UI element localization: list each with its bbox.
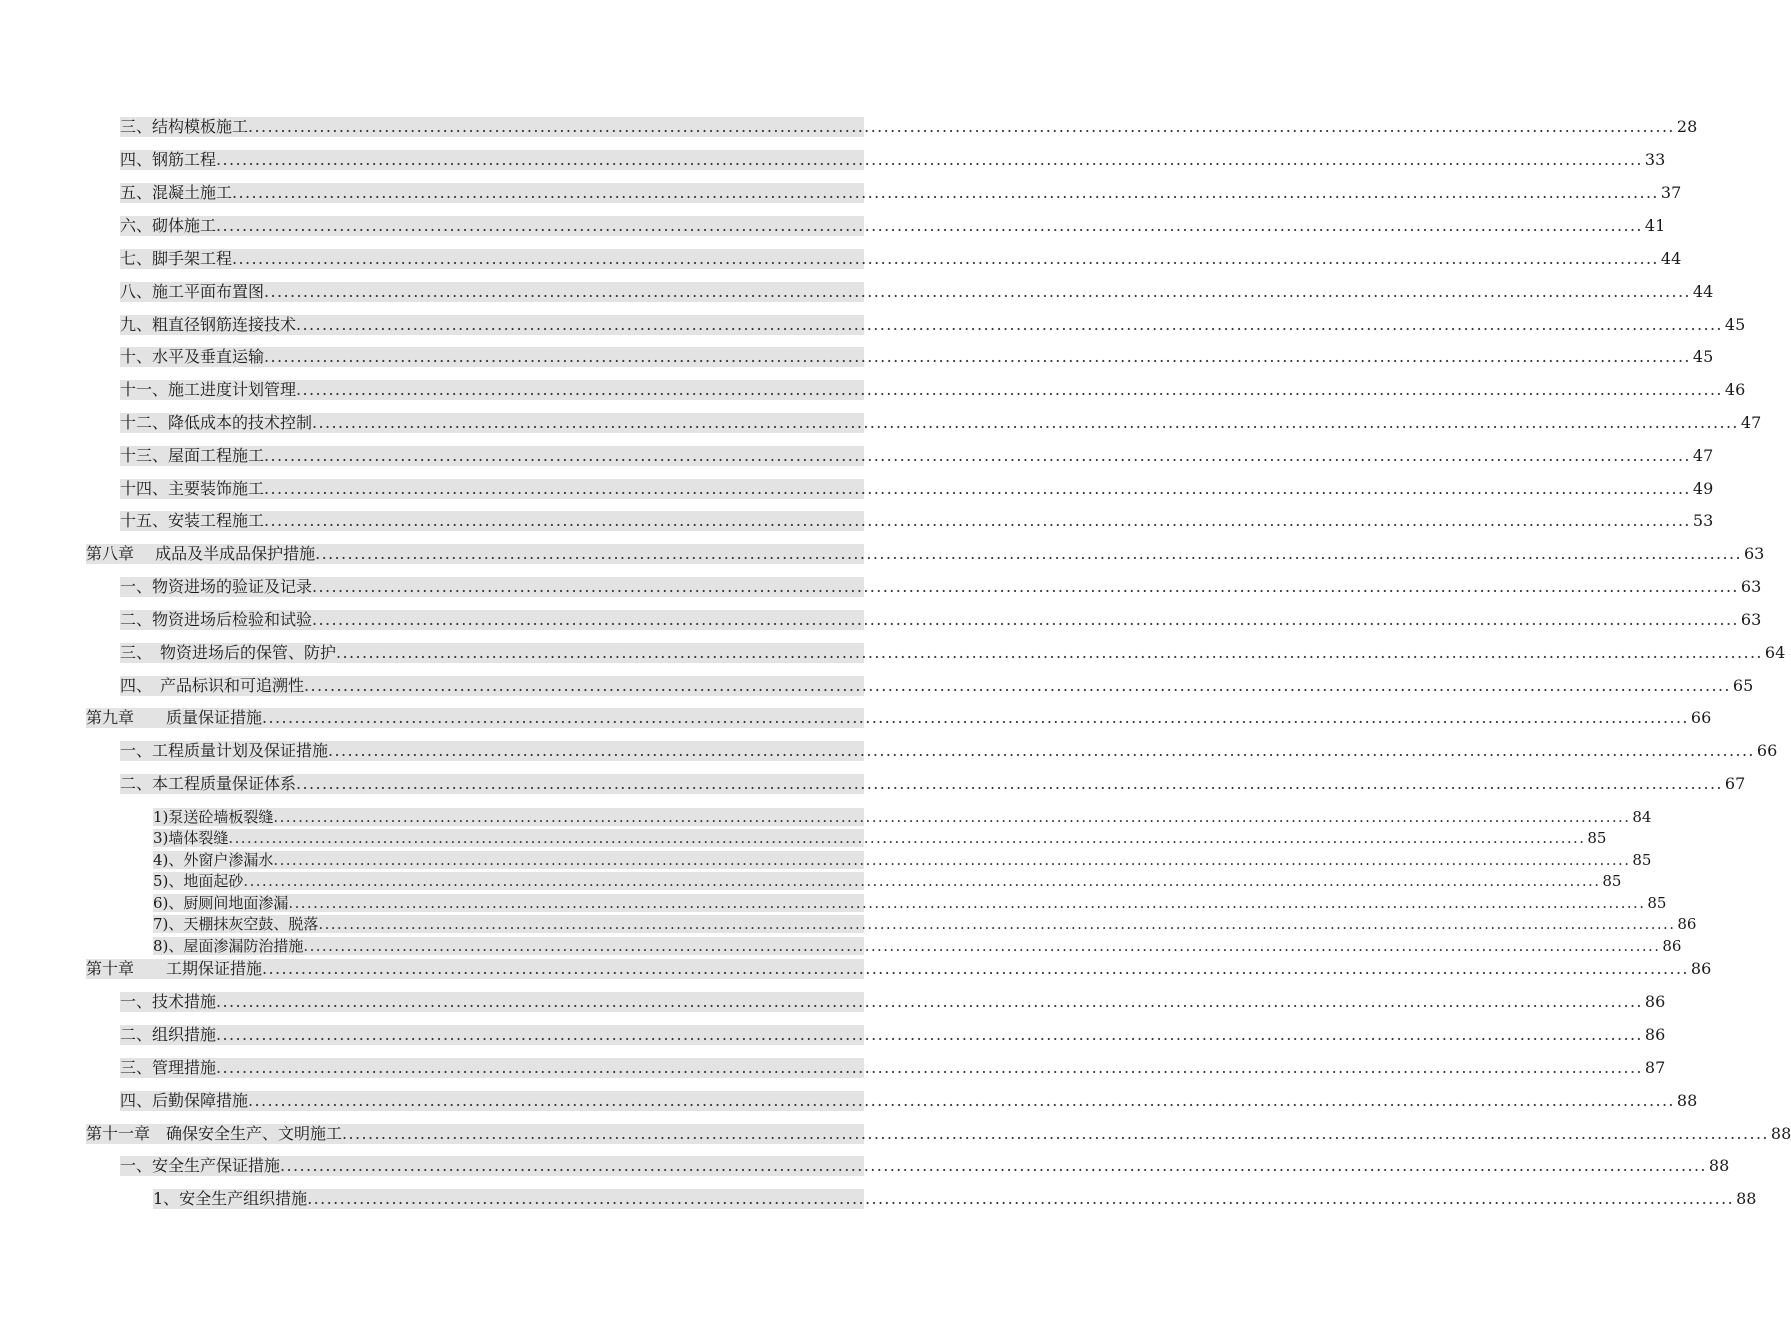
toc-entry[interactable] xyxy=(120,216,1666,236)
dot-leader: ............................................................................................................................................................................................................................ xyxy=(296,774,1723,793)
toc-entry[interactable] xyxy=(120,643,1786,663)
toc-entry-title: 一、物资进场的验证及记录 xyxy=(120,577,313,596)
toc-entry[interactable] xyxy=(120,446,1714,466)
toc-entry-title: 十五、安装工程施工 xyxy=(120,511,265,530)
toc-entry-page-number: 37 xyxy=(1660,183,1682,202)
toc-entry-title: 8)、屋面渗漏防治措施 xyxy=(153,937,304,955)
dot-leader: ............................................................................................................................................................................................................................ xyxy=(243,872,1601,890)
toc-entry-title: 七、脚手架工程 xyxy=(120,249,233,268)
toc-entry[interactable] xyxy=(120,577,1762,597)
toc-entry-title: 四、 产品标识和可追溯性 xyxy=(120,676,305,695)
dot-leader: ............................................................................................................................................................................................................................ xyxy=(216,150,1643,169)
toc-entry-page-number: 86 xyxy=(1644,992,1666,1011)
dot-leader: ............................................................................................................................................................................................................................ xyxy=(312,577,1739,596)
toc-entry-title: 十四、主要装饰施工 xyxy=(120,479,265,498)
toc-entry-page-number: 85 xyxy=(1587,829,1607,847)
toc-entry-title: 6)、厨厕间地面渗漏 xyxy=(153,894,289,912)
toc-entry[interactable] xyxy=(120,282,1714,302)
toc-entry-title: 三、管理措施 xyxy=(120,1058,217,1077)
toc-entry-page-number: 47 xyxy=(1692,446,1714,465)
toc-entry-title: 三、结构模板施工 xyxy=(120,117,249,136)
toc-entry[interactable] xyxy=(120,1058,1666,1078)
toc-entry-title: 第十一章 确保安全生产、文明施工 xyxy=(86,1124,343,1143)
toc-entry-page-number: 88 xyxy=(1736,1189,1757,1208)
dot-leader: ............................................................................................................................................................................................................................ xyxy=(262,959,1689,978)
toc-entry[interactable] xyxy=(120,315,1746,335)
dot-leader: ............................................................................................................................................................................................................................ xyxy=(216,992,1643,1011)
toc-entry-title: 第十章 工期保证措施 xyxy=(86,959,263,978)
toc-entry[interactable] xyxy=(120,249,1682,269)
dot-leader: ............................................................................................................................................................................................................................ xyxy=(216,1025,1643,1044)
toc-entry-title: 九、粗直径钢筋连接技术 xyxy=(120,315,297,334)
dot-leader: ............................................................................................................................................................................................................................ xyxy=(273,808,1631,826)
dot-leader: ............................................................................................................................................................................................................................ xyxy=(336,643,1763,662)
dot-leader: ............................................................................................................................................................................................................................ xyxy=(288,894,1646,912)
toc-entry-page-number: 46 xyxy=(1724,380,1746,399)
toc-entry-page-number: 33 xyxy=(1644,150,1666,169)
toc-entry[interactable] xyxy=(86,544,1765,564)
toc-entry[interactable] xyxy=(153,937,1682,955)
toc-entry-title: 4)、外窗户渗漏水 xyxy=(153,851,274,869)
toc-entry[interactable] xyxy=(120,183,1682,203)
toc-entry-title: 六、砌体施工 xyxy=(120,216,217,235)
dot-leader: ............................................................................................................................................................................................................................ xyxy=(315,544,1742,563)
toc-entry[interactable] xyxy=(120,117,1698,137)
toc-entry[interactable] xyxy=(120,1091,1698,1111)
toc-entry-page-number: 84 xyxy=(1632,808,1652,826)
toc-entry-page-number: 85 xyxy=(1602,872,1622,890)
toc-entry-page-number: 86 xyxy=(1644,1025,1666,1044)
toc-entry-title: 五、混凝土施工 xyxy=(120,183,233,202)
toc-entry[interactable] xyxy=(86,959,1712,979)
toc-entry-page-number: 88 xyxy=(1676,1091,1698,1110)
toc-entry[interactable] xyxy=(153,851,1652,869)
toc-entry[interactable] xyxy=(153,872,1622,890)
toc-entry-title: 一、技术措施 xyxy=(120,992,217,1011)
toc-entry-page-number: 85 xyxy=(1647,894,1667,912)
toc-entry-page-number: 85 xyxy=(1632,851,1652,869)
toc-entry-page-number: 86 xyxy=(1662,937,1682,955)
toc-entry-page-number: 53 xyxy=(1692,511,1714,530)
dot-leader: ............................................................................................................................................................................................................................ xyxy=(232,249,1659,268)
dot-leader: ............................................................................................................................................................................................................................ xyxy=(228,829,1586,847)
toc-entry[interactable] xyxy=(120,1025,1666,1045)
toc-entry-title: 二、本工程质量保证体系 xyxy=(120,774,297,793)
toc-entry[interactable] xyxy=(86,708,1712,728)
toc-entry[interactable] xyxy=(120,413,1762,433)
dot-leader: ............................................................................................................................................................................................................................ xyxy=(232,183,1659,202)
dot-leader: ............................................................................................................................................................................................................................ xyxy=(342,1124,1769,1143)
toc-entry[interactable] xyxy=(120,347,1714,367)
dot-leader: ............................................................................................................................................................................................................................ xyxy=(216,216,1643,235)
dot-leader: ............................................................................................................................................................................................................................ xyxy=(304,676,1731,695)
toc-entry-title: 十、水平及垂直运输 xyxy=(120,347,265,366)
toc-entry-page-number: 45 xyxy=(1724,315,1746,334)
dot-leader: ............................................................................................................................................................................................................................ xyxy=(264,446,1691,465)
toc-entry[interactable] xyxy=(153,915,1697,933)
toc-entry-page-number: 63 xyxy=(1740,577,1762,596)
toc-entry[interactable] xyxy=(153,808,1652,826)
toc-entry-page-number: 44 xyxy=(1692,282,1714,301)
toc-entry-page-number: 63 xyxy=(1744,544,1765,563)
dot-leader: ............................................................................................................................................................................................................................ xyxy=(312,413,1739,432)
toc-entry[interactable] xyxy=(86,1124,1791,1144)
dot-leader: ............................................................................................................................................................................................................................ xyxy=(264,347,1691,366)
dot-leader: ............................................................................................................................................................................................................................ xyxy=(312,610,1739,629)
toc-entry-title: 1、安全生产组织措施 xyxy=(153,1189,308,1208)
toc-entry[interactable] xyxy=(153,894,1667,912)
toc-entry[interactable] xyxy=(120,1156,1730,1176)
toc-entry-title: 第八章 成品及半成品保护措施 xyxy=(86,544,316,563)
toc-entry-page-number: 86 xyxy=(1677,915,1697,933)
toc-entry-page-number: 47 xyxy=(1740,413,1762,432)
toc-entry-page-number: 66 xyxy=(1690,708,1712,727)
dot-leader: ............................................................................................................................................................................................................................ xyxy=(248,1091,1675,1110)
toc-entry[interactable] xyxy=(120,741,1778,761)
toc-entry-title: 一、安全生产保证措施 xyxy=(120,1156,281,1175)
toc-entry-title: 八、施工平面布置图 xyxy=(120,282,265,301)
toc-entry[interactable] xyxy=(120,479,1714,499)
toc-entry-title: 四、后勤保障措施 xyxy=(120,1091,249,1110)
toc-entry-page-number: 28 xyxy=(1676,117,1698,136)
toc-entry-page-number: 86 xyxy=(1690,959,1712,978)
dot-leader: ............................................................................................................................................................................................................................ xyxy=(296,315,1723,334)
toc-entry-page-number: 67 xyxy=(1724,774,1746,793)
toc-entry-page-number: 49 xyxy=(1692,479,1714,498)
toc-entry[interactable] xyxy=(120,380,1746,400)
toc-entry[interactable] xyxy=(153,1189,1757,1209)
dot-leader: ............................................................................................................................................................................................................................ xyxy=(303,937,1661,955)
toc-entry-title: 四、钢筋工程 xyxy=(120,150,217,169)
toc-entry-title: 1)泵送砼墙板裂缝 xyxy=(153,808,274,826)
dot-leader: ............................................................................................................................................................................................................................ xyxy=(264,479,1691,498)
toc-entry-title: 十三、屋面工程施工 xyxy=(120,446,265,465)
toc-entry-page-number: 44 xyxy=(1660,249,1682,268)
toc-entry-title: 5)、地面起砂 xyxy=(153,872,244,890)
dot-leader: ............................................................................................................................................................................................................................ xyxy=(273,851,1631,869)
toc-entry-title: 一、工程质量计划及保证措施 xyxy=(120,741,329,760)
toc-entry[interactable] xyxy=(120,610,1762,630)
toc-entry-title: 7)、天棚抹灰空鼓、脱落 xyxy=(153,915,319,933)
dot-leader: ............................................................................................................................................................................................................................ xyxy=(264,511,1691,530)
dot-leader: ............................................................................................................................................................................................................................ xyxy=(318,915,1676,933)
toc-entry-title: 二、组织措施 xyxy=(120,1025,217,1044)
dot-leader: ............................................................................................................................................................................................................................ xyxy=(262,708,1689,727)
toc-entry-page-number: 45 xyxy=(1692,347,1714,366)
toc-entry-title: 十二、降低成本的技术控制 xyxy=(120,413,313,432)
dot-leader: ............................................................................................................................................................................................................................ xyxy=(248,117,1675,136)
toc-entry-title: 三、 物资进场后的保管、防护 xyxy=(120,643,337,662)
dot-leader: ............................................................................................................................................................................................................................ xyxy=(328,741,1755,760)
toc-entry[interactable] xyxy=(120,774,1746,794)
toc-entry-page-number: 88 xyxy=(1708,1156,1730,1175)
dot-leader: ............................................................................................................................................................................................................................ xyxy=(307,1189,1735,1208)
toc-entry-title: 十一、施工进度计划管理 xyxy=(120,380,297,399)
toc-entry[interactable] xyxy=(120,676,1754,696)
dot-leader: ............................................................................................................................................................................................................................ xyxy=(264,282,1691,301)
toc-entry[interactable] xyxy=(120,511,1714,531)
toc-entry-title: 3)墙体裂缝 xyxy=(153,829,229,847)
toc-entry-title: 第九章 质量保证措施 xyxy=(86,708,263,727)
toc-entry-page-number: 63 xyxy=(1740,610,1762,629)
toc-entry-page-number: 88 xyxy=(1770,1124,1791,1143)
toc-entry[interactable] xyxy=(120,992,1666,1012)
dot-leader: ............................................................................................................................................................................................................................ xyxy=(216,1058,1643,1077)
toc-entry-page-number: 41 xyxy=(1644,216,1666,235)
dot-leader: ............................................................................................................................................................................................................................ xyxy=(296,380,1723,399)
dot-leader: ............................................................................................................................................................................................................................ xyxy=(280,1156,1707,1175)
toc-entry-page-number: 64 xyxy=(1764,643,1786,662)
toc-entry-title: 二、物资进场后检验和试验 xyxy=(120,610,313,629)
toc-entry[interactable] xyxy=(120,150,1666,170)
toc-entry-page-number: 65 xyxy=(1732,676,1754,695)
toc-entry-page-number: 87 xyxy=(1644,1058,1666,1077)
toc-entry[interactable] xyxy=(153,829,1607,847)
toc-entry-page-number: 66 xyxy=(1756,741,1778,760)
